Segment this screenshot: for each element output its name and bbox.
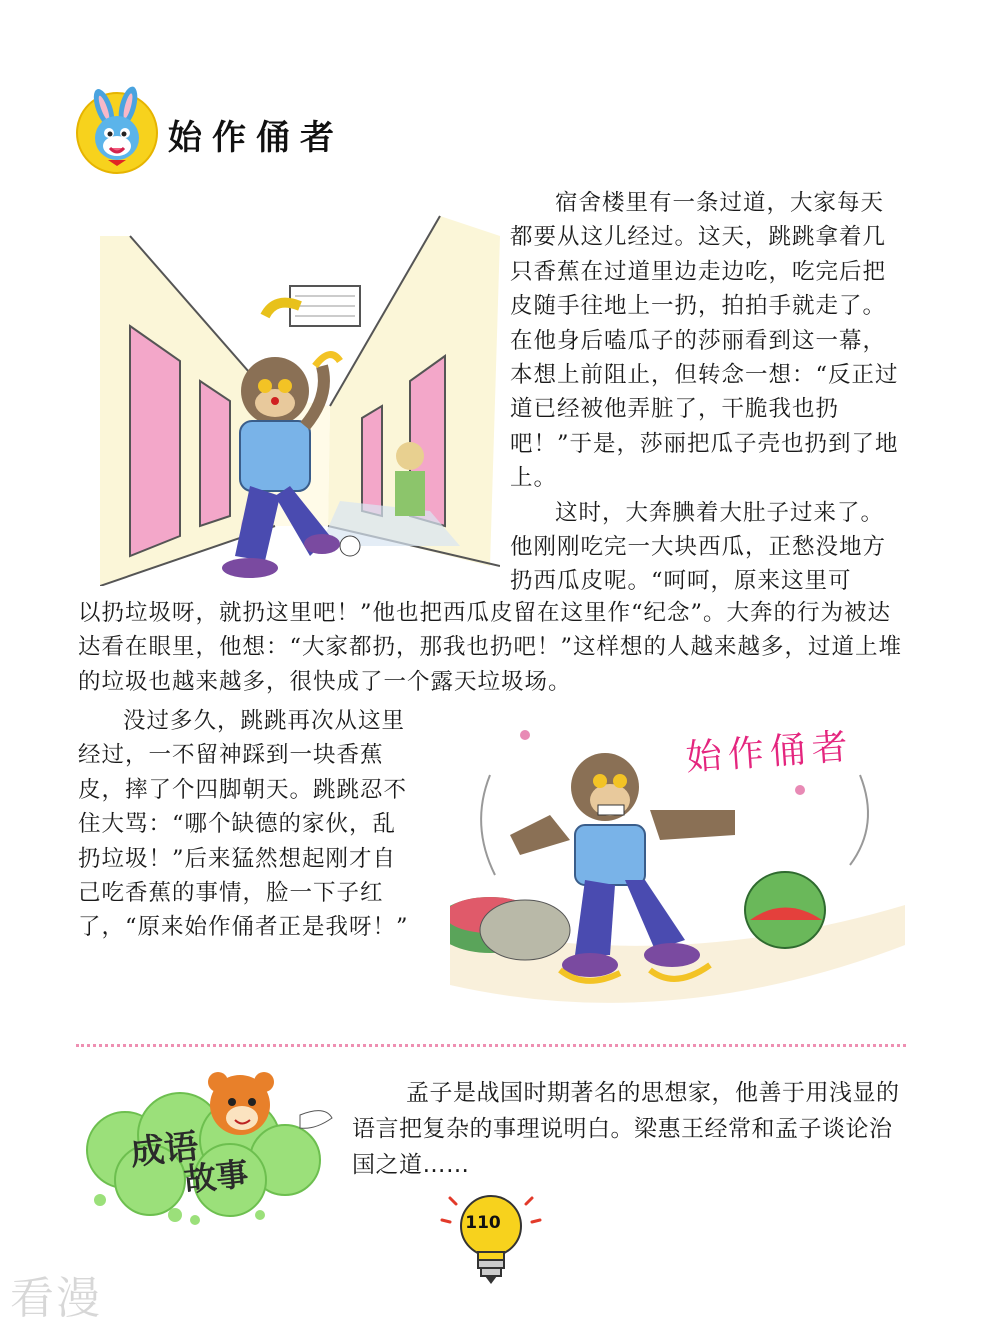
story-paragraph: 宿舍楼里有一条过道，大家每天都要从这儿经过。这天，跳跳拿着几只香蕉在过道里边走边吃，吃完后把皮随手往地上一扔，拍拍手就走了。在他身后嗑瓜子的莎丽看到这一幕，本想上前阻止，但转念一想：“反正过道已经被他弄脏了，干脆我也扔吧！”于是，莎丽把瓜子壳也扔到了地上。	[510, 190, 899, 492]
idiom-story-badge	[70, 1060, 350, 1230]
story-paragraph: 没过多久，跳跳再次从这里经过，一不留神踩到一块香蕉皮，摔了个四脚朝天。跳跳忍不住大骂：“哪个缺德的家伙，乱扔垃圾！”后来猛然想起刚才自己吃香蕉的事情，脸一下子红了，“原来始作俑者正是我呀！”	[78, 708, 409, 941]
dotted-divider	[76, 1044, 906, 1047]
story-text-block	[510, 186, 902, 599]
idiom-story-preview: 孟子是战国时期著名的思想家，他善于用浅显的语言把复杂的事理说明白。梁惠王经常和孟子谈论治国之道……	[352, 1080, 900, 1178]
watermark: 看漫	[10, 1273, 102, 1324]
page-number: 110	[465, 1213, 501, 1233]
lightbulb-icon	[440, 1192, 550, 1292]
illustration-title: 始作俑者	[684, 726, 856, 779]
story-paragraph: 这时，大奔腆着大肚子过来了。他刚刚吃完一大块西瓜，正愁没地方扔西瓜皮呢。“呵呵，原来这里可	[510, 499, 887, 595]
page-title: 始作俑者	[168, 118, 344, 158]
bunny-badge-icon	[72, 86, 162, 176]
hallway-illustration	[100, 196, 500, 586]
idiom-badge-line2: 故事	[182, 1154, 251, 1200]
story-paragraph-continued: 以扔垃圾呀，就扔这里吧！”他也把西瓜皮留在这里作“纪念”。大奔的行为被达达看在眼里，他想：“大家都扔，那我也扔吧！”这样想的人越来越多，过道上堆的垃圾也越来越多，很快成了一个露天垃圾场。	[78, 600, 903, 695]
story-text-block	[78, 704, 416, 945]
idiom-badge-line1: 成语	[128, 1126, 201, 1174]
